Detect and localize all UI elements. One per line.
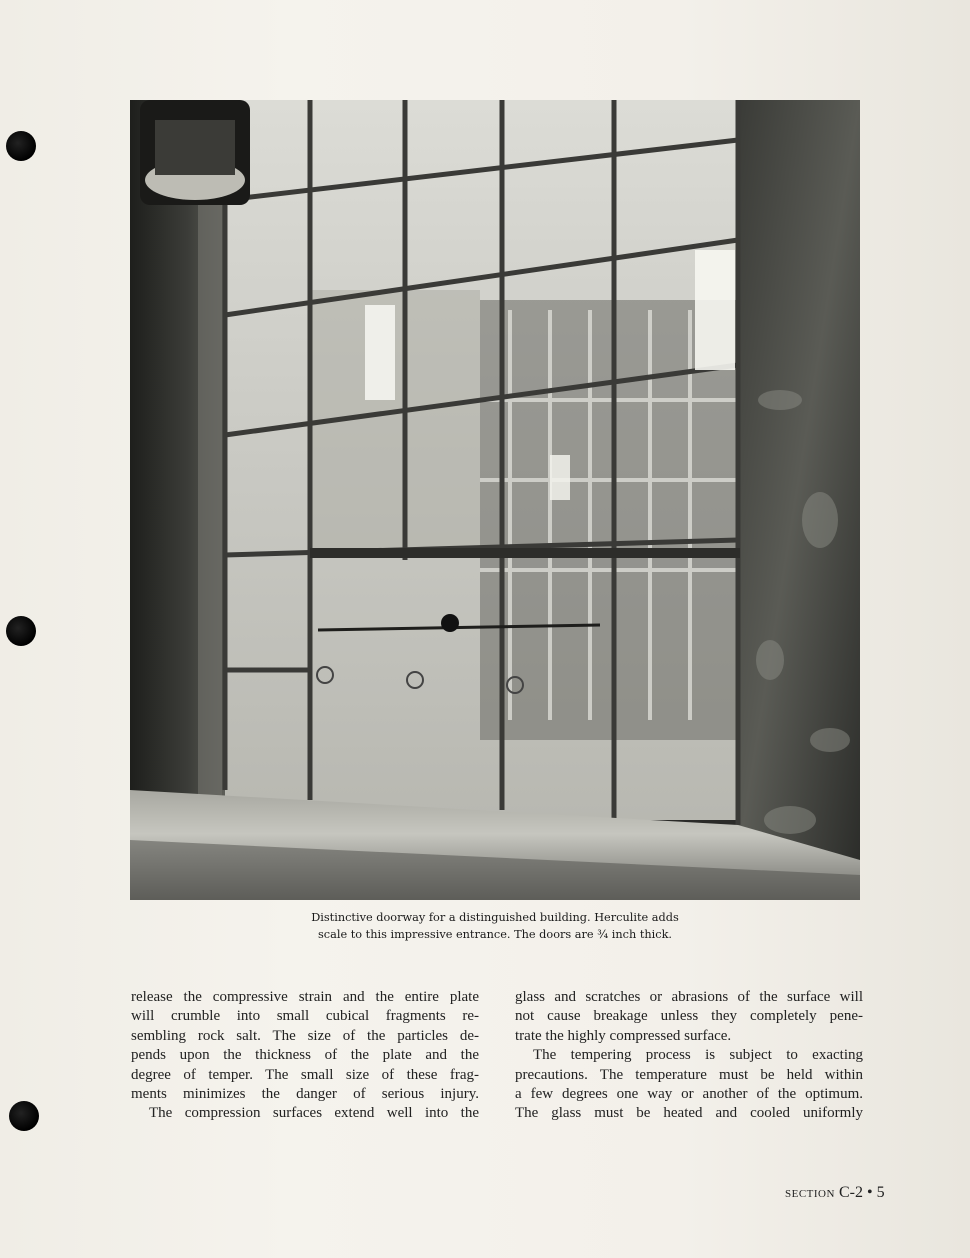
section-label: SECTION bbox=[785, 1188, 835, 1200]
text-line: The tempering process is subject to exacting bbox=[533, 1047, 863, 1064]
text-line: The compression surfaces extend well into the bbox=[149, 1105, 479, 1122]
caption-line-1: Distinctive doorway for a distinguished building. Herculite adds bbox=[311, 911, 679, 924]
text-line: ments minimizes the danger of serious injury. bbox=[131, 1085, 479, 1102]
caption-line-2: scale to this impressive entrance. The doors are ¾ inch thick. bbox=[317, 928, 673, 941]
section-number: C-2 bbox=[838, 1184, 863, 1201]
binder-hole-bottom bbox=[9, 1101, 39, 1131]
text-line: trate the highly compressed surface. bbox=[515, 1027, 732, 1044]
text-line: precautions. The temperature must be held within bbox=[515, 1066, 863, 1083]
page-footer bbox=[785, 1184, 915, 1202]
text-line: degree of temper. The small size of these frag- bbox=[131, 1066, 479, 1083]
text-line: pends upon the thickness of the plate and the bbox=[131, 1047, 479, 1064]
text-line: release the compressive strain and the entire plate bbox=[131, 989, 479, 1005]
photo-caption bbox=[200, 909, 790, 943]
text-line: glass and scratches or abrasions of the surface will bbox=[515, 989, 863, 1005]
text-line: will crumble into small cubical fragments re- bbox=[131, 1008, 479, 1025]
page-number: 5 bbox=[876, 1184, 885, 1201]
footer-bullet: • bbox=[866, 1184, 873, 1201]
text-line: sembling rock salt. The size of the particles de- bbox=[131, 1027, 479, 1044]
body-text-right-column bbox=[515, 988, 863, 1124]
text-line: The glass must be heated and cooled uniformly bbox=[515, 1105, 863, 1122]
body-text-left-column bbox=[131, 988, 479, 1124]
binder-hole-top bbox=[6, 131, 36, 161]
text-line: a few degrees one way or another of the optimum. bbox=[515, 1085, 863, 1102]
text-line: not cause breakage unless they completely pene- bbox=[515, 1008, 863, 1025]
binder-hole-middle bbox=[6, 616, 36, 646]
doorway-photograph bbox=[130, 100, 860, 900]
